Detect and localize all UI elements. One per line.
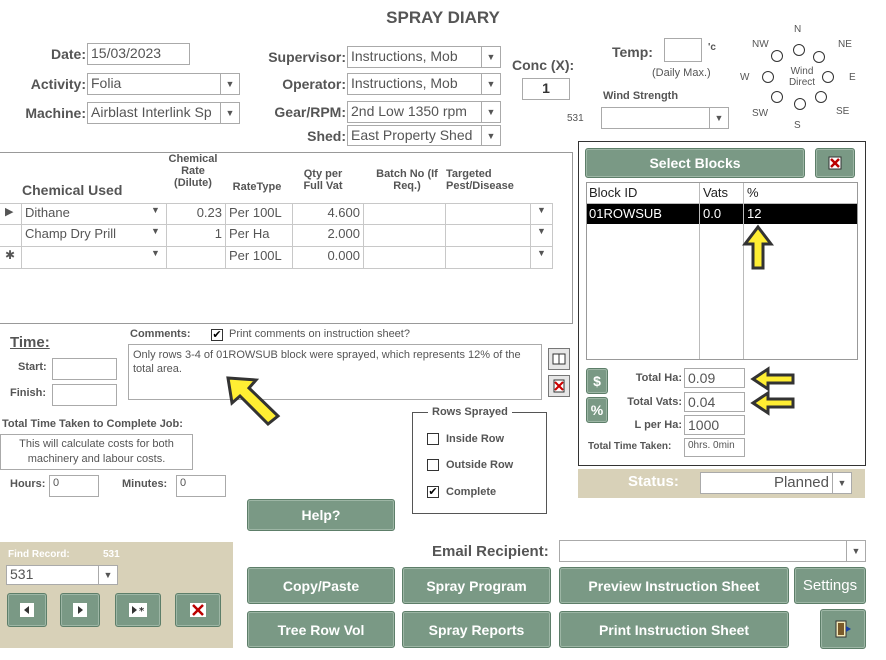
- record-code: 531: [567, 113, 584, 124]
- chevron-down-icon[interactable]: ▼: [481, 74, 500, 94]
- qty-cell[interactable]: 4.600: [293, 203, 364, 225]
- find-record-select[interactable]: [6, 565, 118, 585]
- shed-select[interactable]: [347, 125, 501, 146]
- chevron-down-icon[interactable]: ▼: [220, 103, 239, 123]
- chevron-down-icon: ▼: [537, 226, 546, 236]
- cost-button[interactable]: $: [586, 368, 608, 394]
- gear-select[interactable]: [347, 101, 501, 123]
- outside-row-label: Outside Row: [446, 459, 514, 471]
- complete-checkbox[interactable]: ✔: [428, 486, 438, 498]
- chemical-subform: [0, 152, 573, 324]
- finish-field[interactable]: [52, 384, 117, 406]
- pest-cell[interactable]: [446, 203, 531, 225]
- total-time-label: Total Time Taken to Complete Job:: [2, 418, 183, 430]
- chemical-cell[interactable]: Dithane: [22, 203, 167, 225]
- chemical-dropdown[interactable]: [145, 247, 167, 269]
- compass-center-label: Wind Direct: [788, 66, 816, 88]
- total-ha-field[interactable]: 0.09: [684, 368, 745, 388]
- comments-label: Comments:: [130, 328, 191, 340]
- row-selector[interactable]: ▶: [0, 203, 22, 225]
- chevron-down-icon: ▼: [151, 226, 160, 236]
- chevron-down-icon: ▼: [151, 248, 160, 258]
- delete-record-button[interactable]: [175, 593, 221, 627]
- preview-instruction-sheet-button[interactable]: Preview Instruction Sheet: [559, 567, 789, 604]
- find-record-value: 531: [10, 566, 34, 582]
- outside-row-checkbox[interactable]: [427, 459, 439, 471]
- machine-label: Machine:: [25, 105, 86, 121]
- pest-dropdown[interactable]: [531, 203, 553, 225]
- wind-direction-compass: [740, 24, 860, 134]
- inside-row-label: Inside Row: [446, 433, 505, 445]
- temp-unit: 'c: [708, 42, 716, 53]
- table-row[interactable]: [587, 204, 857, 224]
- wind-se-radio[interactable]: [815, 91, 827, 103]
- ratetype-header: RateType: [232, 181, 282, 193]
- delete-record-icon: [827, 155, 843, 171]
- chevron-down-icon[interactable]: ▼: [220, 74, 239, 94]
- date-label: Date:: [50, 46, 86, 62]
- compass-e: E: [849, 72, 856, 83]
- operator-select[interactable]: [347, 73, 501, 95]
- clear-comments-button[interactable]: [548, 375, 570, 397]
- print-instruction-sheet-button[interactable]: Print Instruction Sheet: [559, 611, 789, 648]
- svg-text:*: *: [139, 606, 145, 617]
- start-label: Start:: [18, 361, 47, 373]
- rate-header: Chemical Rate (Dilute): [168, 153, 218, 189]
- prev-record-button[interactable]: [7, 593, 47, 627]
- blocks-header-vats: Vats: [703, 185, 729, 200]
- status-select[interactable]: [700, 472, 852, 494]
- compass-nw: NW: [752, 39, 769, 50]
- new-record-icon: [129, 603, 147, 617]
- row-selector[interactable]: [0, 225, 22, 247]
- chevron-down-icon[interactable]: ▼: [481, 102, 500, 122]
- minutes-field[interactable]: 0: [176, 475, 226, 497]
- wind-w-radio[interactable]: [762, 71, 774, 83]
- cost-note: This will calculate costs for both machinery and labour costs.: [0, 434, 193, 470]
- total-ha-label: Total Ha:: [635, 372, 682, 384]
- email-recipient-label: Email Recipient:: [432, 543, 549, 560]
- qty-header: Qty per Full Vat: [303, 168, 343, 192]
- compass-w: W: [740, 72, 750, 83]
- temp-label: Temp:: [612, 44, 653, 60]
- spell-check-button[interactable]: [548, 348, 570, 370]
- copy-paste-button[interactable]: Copy/Paste: [247, 567, 395, 604]
- find-record-label: Find Record:: [8, 549, 70, 560]
- rows-sprayed-title: Rows Sprayed: [428, 406, 512, 418]
- block-pct-cell: 12: [747, 206, 762, 221]
- chevron-down-icon: ▼: [537, 248, 546, 258]
- annotation-arrow-comments: [222, 372, 284, 428]
- conc-field[interactable]: 1: [522, 78, 570, 100]
- time-label: Time:: [10, 334, 50, 351]
- wind-s-radio[interactable]: [794, 98, 806, 110]
- wind-sw-radio[interactable]: [771, 91, 783, 103]
- chevron-down-icon[interactable]: ▼: [98, 566, 117, 584]
- delete-record-icon: [190, 603, 206, 617]
- row-selector[interactable]: ✱: [0, 247, 22, 269]
- gear-value: 2nd Low 1350 rpm: [351, 103, 467, 119]
- conc-label: Conc (X):: [512, 57, 575, 73]
- chevron-down-icon[interactable]: ▼: [846, 541, 865, 561]
- chevron-down-icon[interactable]: ▼: [832, 473, 851, 493]
- finish-label: Finish:: [10, 387, 47, 399]
- ratetype-cell[interactable]: Per Ha: [226, 225, 293, 247]
- lperha-field[interactable]: 1000: [684, 415, 745, 435]
- blocks-list[interactable]: [586, 182, 858, 360]
- compass-n: N: [794, 24, 802, 35]
- ratetype-cell[interactable]: Per 100L: [226, 203, 293, 225]
- chevron-down-icon[interactable]: ▼: [481, 47, 500, 67]
- activity-select[interactable]: [87, 73, 240, 95]
- activity-value: Folia: [91, 75, 122, 91]
- spray-reports-button[interactable]: Spray Reports: [402, 611, 551, 648]
- previous-icon: [20, 603, 34, 617]
- page-title: SPRAY DIARY: [386, 8, 500, 27]
- annotation-arrow-total-vats: [750, 390, 796, 416]
- chemical-dropdown[interactable]: [145, 203, 167, 225]
- pest-dropdown[interactable]: [531, 225, 553, 247]
- wind-strength-label: Wind Strength: [603, 90, 679, 102]
- rate-cell[interactable]: 1: [167, 225, 226, 247]
- block-vats-cell: 0.0: [703, 206, 722, 221]
- hours-field[interactable]: 0: [49, 475, 99, 497]
- start-field[interactable]: [52, 358, 117, 380]
- find-record-count: 531: [103, 549, 120, 560]
- lperha-label: L per Ha:: [634, 419, 682, 431]
- total-vats-field[interactable]: 0.04: [684, 392, 745, 412]
- delete-block-button[interactable]: [815, 148, 855, 178]
- compass-se: SE: [836, 106, 850, 117]
- chemical-dropdown[interactable]: [145, 225, 167, 247]
- blocks-header-pct: %: [747, 185, 759, 200]
- wind-e-radio[interactable]: [822, 71, 834, 83]
- qty-cell[interactable]: 0.000: [293, 247, 364, 269]
- select-blocks-button[interactable]: Select Blocks: [585, 148, 805, 178]
- tree-row-vol-button[interactable]: Tree Row Vol: [247, 611, 395, 648]
- next-record-button[interactable]: [60, 593, 100, 627]
- total-vats-label: Total Vats:: [627, 396, 682, 408]
- batch-cell[interactable]: [364, 225, 446, 247]
- activity-label: Activity:: [30, 76, 86, 92]
- status-label: Status:: [628, 473, 679, 490]
- chevron-down-icon[interactable]: ▼: [709, 108, 728, 128]
- annotation-arrow-pct: [742, 224, 774, 272]
- shed-value: East Property Shed: [351, 127, 473, 143]
- chemical-header: Chemical Used: [22, 182, 123, 198]
- help-button[interactable]: Help?: [247, 499, 395, 531]
- batch-header: Batch No (If Req.): [376, 168, 438, 192]
- chevron-down-icon: ▼: [537, 205, 546, 215]
- pest-header: Targeted Pest/Disease: [446, 168, 514, 192]
- list-header-divider: [587, 203, 857, 204]
- ratetype-cell[interactable]: Per 100L: [226, 247, 293, 269]
- hours-label: Hours:: [10, 478, 46, 490]
- rate-cell[interactable]: 0.23: [167, 203, 226, 225]
- block-id-cell: 01ROWSUB: [589, 206, 662, 221]
- temp-field[interactable]: [664, 38, 702, 62]
- machine-value: Airblast Interlink Sp: [91, 104, 212, 120]
- compass-ne: NE: [838, 39, 852, 50]
- supervisor-select[interactable]: [347, 46, 501, 68]
- chevron-down-icon[interactable]: ▼: [481, 126, 500, 145]
- batch-cell[interactable]: [364, 203, 446, 225]
- compass-s: S: [794, 120, 801, 131]
- annotation-arrow-total-ha: [750, 366, 796, 392]
- gear-label: Gear/RPM:: [274, 104, 346, 120]
- exit-door-icon: [834, 620, 852, 638]
- total-time-taken-field: 0hrs. 0min: [684, 438, 745, 457]
- comments-textarea[interactable]: Only rows 3-4 of 01ROWSUB block were sprayed, which represents 12% of the total area.: [128, 344, 542, 400]
- percent-button[interactable]: %: [586, 397, 608, 423]
- operator-label: Operator:: [282, 76, 346, 92]
- chemical-cell[interactable]: Champ Dry Prill: [22, 225, 167, 247]
- pest-cell[interactable]: [446, 225, 531, 247]
- total-time-taken-label: Total Time Taken:: [588, 441, 672, 452]
- machine-select[interactable]: [87, 102, 240, 124]
- temp-note: (Daily Max.): [652, 67, 711, 79]
- rate-cell[interactable]: [167, 247, 226, 269]
- spray-program-button[interactable]: Spray Program: [402, 567, 551, 604]
- chevron-down-icon: ▼: [151, 205, 160, 215]
- supervisor-value: Instructions, Mob: [351, 48, 458, 64]
- compass-sw: SW: [752, 108, 769, 119]
- blocks-header-id: Block ID: [589, 185, 638, 200]
- new-record-button[interactable]: [115, 593, 161, 627]
- list-col-divider: [699, 183, 700, 359]
- settings-button[interactable]: Settings: [794, 567, 866, 604]
- minutes-label: Minutes:: [122, 478, 168, 490]
- wind-n-radio[interactable]: [793, 44, 805, 56]
- wind-nw-radio[interactable]: [771, 50, 783, 62]
- operator-value: Instructions, Mob: [351, 75, 458, 91]
- email-recipient-select[interactable]: [559, 540, 866, 562]
- supervisor-label: Supervisor:: [268, 49, 346, 65]
- print-comments-label: Print comments on instruction sheet?: [229, 328, 410, 340]
- pest-dropdown[interactable]: [531, 247, 553, 269]
- wind-ne-radio[interactable]: [813, 51, 825, 63]
- date-field[interactable]: 15/03/2023: [87, 43, 190, 65]
- shed-label: Shed:: [307, 128, 346, 144]
- inside-row-checkbox[interactable]: [427, 433, 439, 445]
- status-value: Planned: [773, 474, 829, 491]
- pest-cell[interactable]: [446, 247, 531, 269]
- wind-strength-select[interactable]: [601, 107, 729, 129]
- batch-cell[interactable]: [364, 247, 446, 269]
- print-comments-checkbox[interactable]: ✔: [212, 329, 222, 341]
- next-icon: [73, 603, 87, 617]
- exit-button[interactable]: [820, 609, 866, 649]
- qty-cell[interactable]: 2.000: [293, 225, 364, 247]
- complete-label: Complete: [446, 486, 497, 498]
